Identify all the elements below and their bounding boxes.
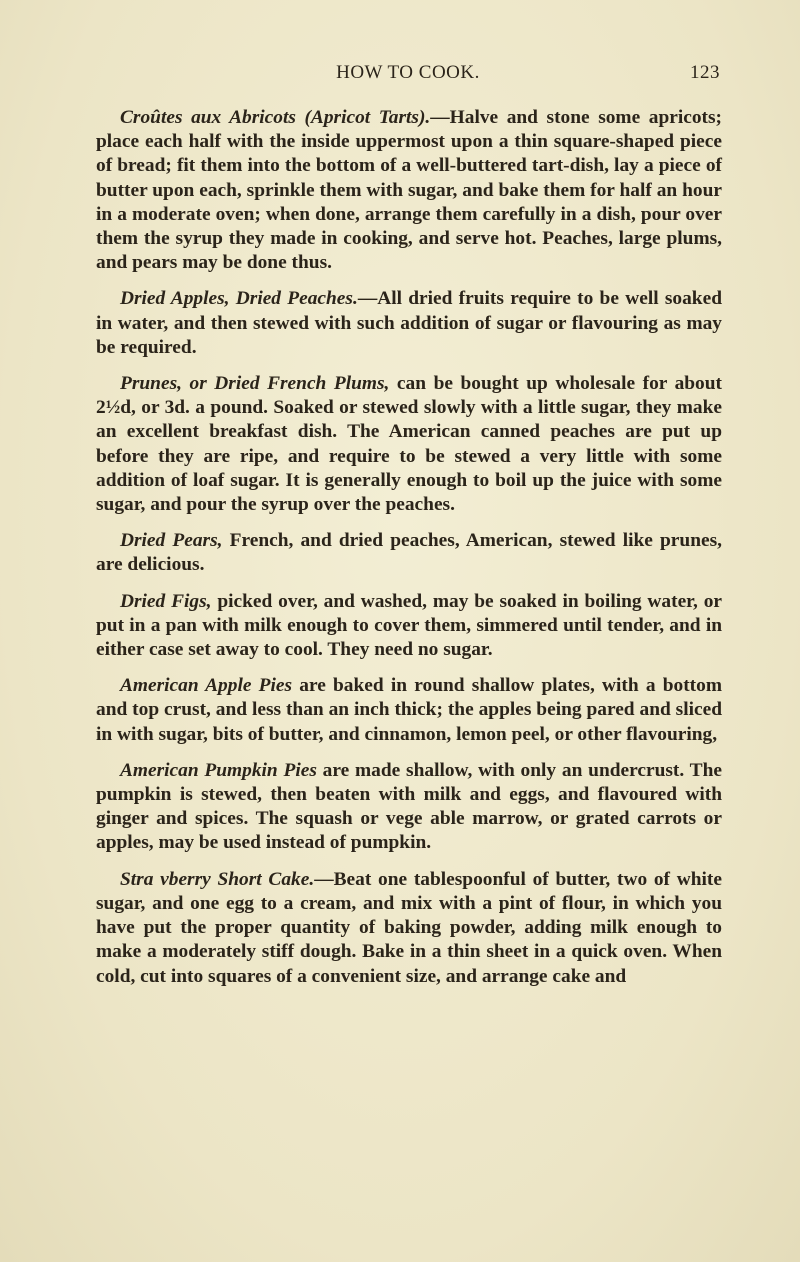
recipe-text: —All dried fruits require to be well soaked in water, and then stewed with such addition of sugar or flavouring as may be required. bbox=[96, 288, 722, 358]
recipe-title: American Pumpkin Pies bbox=[120, 759, 317, 781]
paragraph-dried-pears bbox=[96, 529, 722, 577]
recipe-title: Prunes, or Dried French Plums, bbox=[120, 373, 390, 395]
recipe-title: Stra vberry Short Cake. bbox=[120, 868, 315, 890]
recipe-title: Dried Pears, bbox=[120, 530, 223, 552]
recipe-text: French, and dried peaches, American, stewed like prunes, are delicious. bbox=[96, 530, 722, 576]
recipe-text: —Beat one tablespoonful of butter, two of white sugar, and one egg to a cream, and mix with a pint of flour, in which you have put the proper quantity of baking powder, adding milk enough to make a moderately stiff dough. Bake in a thin sheet in a quick oven. When cold, cut into squares of a convenient size, and arrange cake and bbox=[96, 868, 722, 987]
paragraph-apricot-tarts bbox=[96, 106, 722, 275]
paragraph-dried-apples bbox=[96, 287, 722, 360]
page-header bbox=[96, 62, 720, 86]
page-number: 123 bbox=[690, 62, 720, 83]
paragraph-pumpkin-pies bbox=[96, 759, 722, 856]
recipe-title: Dried Apples, Dried Peaches. bbox=[120, 288, 358, 310]
running-head: HOW TO COOK. bbox=[336, 62, 480, 83]
body-text bbox=[96, 106, 722, 1001]
recipe-text: are baked in round shallow plates, with a bottom and top crust, and less than an inch thick; the apples being pared and sliced in with sugar, bits of butter, and cinnamon, lemon peel, or other flavouring, bbox=[96, 675, 722, 745]
recipe-title: American Apple Pies bbox=[120, 675, 293, 697]
paragraph-strawberry-short-cake bbox=[96, 868, 722, 989]
recipe-text: can be bought up wholesale for about 2½d, or 3d. a pound. Soaked or stewed slowly with a little sugar, they make an excellent breakfast dish. The American canned peaches are put up before they are ripe, and require to be stewed a very little with some addition of loaf sugar. It is generally enough to boil up the juice with some sugar, and pour the syrup over the peaches. bbox=[96, 373, 722, 516]
recipe-text: are made shallow, with only an undercrust. The pumpkin is stewed, then beaten with milk and eggs, and flavoured with ginger and spices. The squash or vege able marrow, or grated carrots or apples, may be used instead of pumpkin. bbox=[96, 759, 722, 854]
recipe-title: Croûtes aux Abricots (Apricot Tarts). bbox=[120, 107, 431, 128]
recipe-text: —Halve and stone some apricots; place each half with the inside uppermost upon a thin square-shaped piece of bread; fit them into the bottom of a well-buttered tart-dish, lay a piece of butter upon each, sprinkle them with sugar, and bake them for half an hour in a moderate oven; when done, arrange them carefully in a dish, pour over them the syrup they made in cooking, and serve hot. Peaches, large plums, and pears may be done thus. bbox=[96, 107, 722, 274]
paragraph-prunes bbox=[96, 372, 722, 517]
paragraph-apple-pies bbox=[96, 674, 722, 747]
recipe-text: picked over, and washed, may be soaked in boiling water, or put in a pan with milk enough to cover them, simmered until tender, and in either case set away to cool. They need no sugar. bbox=[96, 590, 722, 661]
recipe-title: Dried Figs, bbox=[120, 590, 212, 612]
paragraph-dried-figs bbox=[96, 590, 722, 663]
